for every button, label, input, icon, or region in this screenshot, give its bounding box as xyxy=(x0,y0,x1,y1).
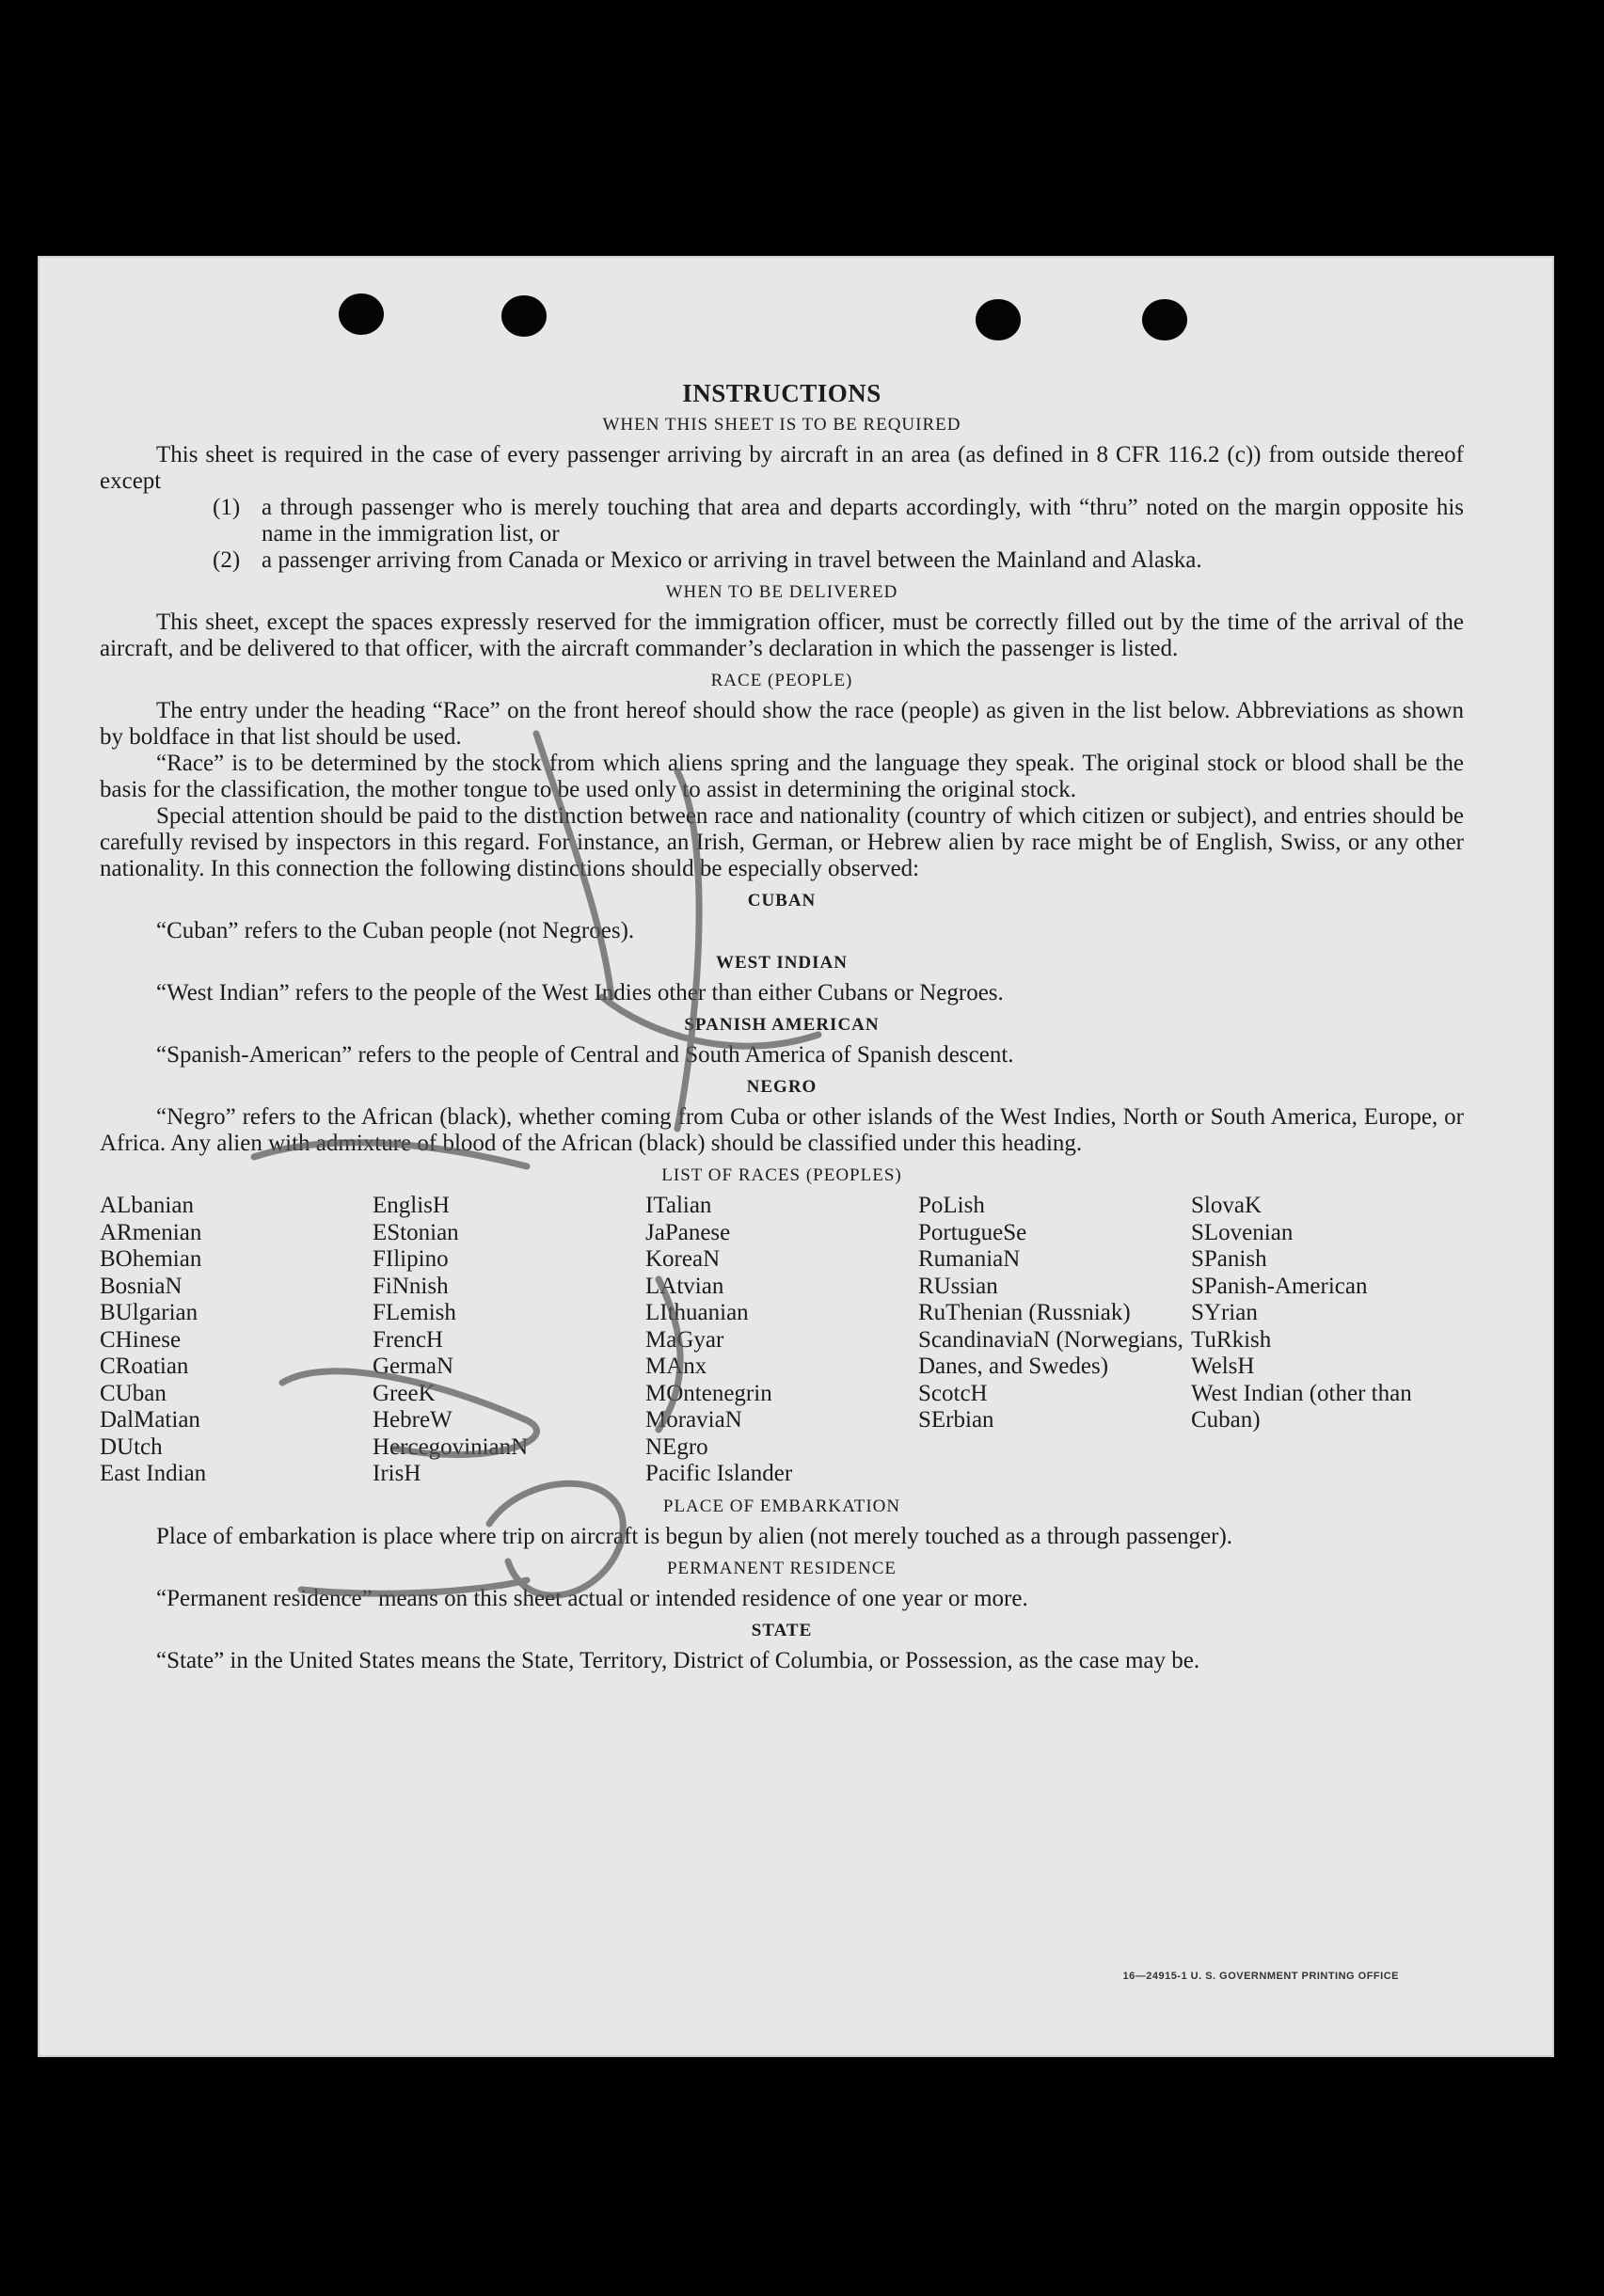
race-entry: ITalian xyxy=(645,1193,712,1218)
delivered-text: This sheet, except the spaces expressly reserved for the immigration officer, must be correctly filled out by the time of the arrival of the aircraft, and be delivered to that officer, with the aircraft commander’s declaration in which the passenger is listed. xyxy=(100,610,1464,661)
race-entry: BosniaN xyxy=(100,1273,183,1299)
race-entry: SLovenian xyxy=(1191,1219,1294,1245)
race-entry: FrencH xyxy=(373,1326,443,1353)
section-heading-negro: NEGRO xyxy=(746,1077,818,1097)
exception-text: a through passenger who is merely touching that area and departs accordingly, with “thru” noted on the margin opposite his name in the immigration list, or xyxy=(262,495,1464,546)
section-heading-west-indian: WEST INDIAN xyxy=(716,953,848,973)
race-entry: FLemish xyxy=(373,1300,456,1325)
residence-text: “Permanent residence” means on this sheet actual or intended residence of one year or more. xyxy=(156,1585,1028,1611)
race-entry: SPanish-American xyxy=(1191,1273,1368,1299)
race-entry: ARmenian xyxy=(100,1219,202,1245)
cuban-text: “Cuban” refers to the Cuban people (not Negroes). xyxy=(156,918,635,943)
race-entry: DalMatian xyxy=(100,1407,200,1433)
section-heading-embarkation: PLACE OF EMBARKATION xyxy=(662,1496,901,1516)
instructions-body xyxy=(100,380,1464,1674)
race-entry: FiNnish xyxy=(373,1273,449,1299)
page-title: INSTRUCTIONS xyxy=(682,379,881,407)
punch-hole xyxy=(339,293,384,335)
race-paragraph-2: “Race” is to be determined by the stock from which aliens spring and the language they speak. The original stock or blood shall be the basis for the classification, the mother tongue to be used only to assist in determining the original stock. xyxy=(100,751,1464,802)
race-entry: ALbanian xyxy=(100,1193,194,1218)
race-entry: SYrian xyxy=(1191,1300,1258,1325)
race-entry: PoLish xyxy=(918,1193,985,1218)
race-entry: IrisH xyxy=(373,1461,421,1486)
race-entry: SlovaK xyxy=(1191,1193,1262,1218)
race-entry: MAnx xyxy=(645,1354,707,1379)
race-paragraph-1: The entry under the heading “Race” on the front hereof should show the race (people) as given in the list below. Abbreviations as shown by boldface in that list should be used. xyxy=(100,698,1464,750)
section-heading-race: RACE (PEOPLE) xyxy=(710,671,853,690)
embarkation-text: Place of embarkation is place where trip on aircraft is begun by alien (not merely touched as a through passenger). xyxy=(156,1523,1233,1549)
race-entry: LAtvian xyxy=(645,1273,724,1299)
race-entry: JaPanese xyxy=(645,1219,731,1245)
section-heading-delivered: WHEN TO BE DELIVERED xyxy=(665,582,898,602)
race-entry: EnglisH xyxy=(373,1193,450,1218)
race-column xyxy=(918,1193,1191,1488)
race-entry: GermaN xyxy=(373,1354,454,1379)
section-heading-residence: PERMANENT RESIDENCE xyxy=(666,1558,897,1578)
race-entry: LIthuanian xyxy=(645,1300,749,1325)
race-entry: CRoatian xyxy=(100,1354,189,1379)
negro-text: “Negro” refers to the African (black), whether coming from Cuba or other islands of the West Indies, North or South America, Europe, or Africa. Any alien with admixture of blood of the African (black) should be classified under this heading. xyxy=(100,1104,1464,1156)
race-entry: RumaniaN xyxy=(918,1246,1021,1272)
race-entry: GreeK xyxy=(373,1380,436,1406)
race-entry: Pacific Islander xyxy=(645,1461,793,1486)
race-list xyxy=(100,1193,1464,1488)
race-entry: East Indian xyxy=(100,1461,207,1486)
race-entry: DUtch xyxy=(100,1433,163,1460)
spanish-american-text: “Spanish-American” refers to the people of Central and South America of Spanish descent. xyxy=(156,1042,1014,1068)
required-intro: This sheet is required in the case of every passenger arriving by aircraft in an area (as defined in 8 CFR 116.2 (c)) from outside thereof except xyxy=(100,442,1464,494)
race-entry: CHinese xyxy=(100,1326,182,1353)
race-entry: KoreaN xyxy=(645,1246,721,1272)
race-entry: NEgro xyxy=(645,1433,708,1460)
race-entry: ScandinaviaN (Norwegians, Danes, and Swedes) xyxy=(918,1326,1183,1379)
race-entry: EStonian xyxy=(373,1219,459,1245)
section-heading-state: STATE xyxy=(751,1620,813,1640)
race-entry: RUssian xyxy=(918,1273,998,1299)
race-entry: HercegovinianN xyxy=(373,1433,529,1460)
punch-hole xyxy=(976,299,1021,340)
race-column xyxy=(373,1193,645,1488)
race-entry: SErbian xyxy=(918,1407,994,1433)
section-heading-race-list: LIST OF RACES (PEOPLES) xyxy=(661,1165,902,1185)
document-sheet xyxy=(38,256,1554,2057)
race-entry: FIlipino xyxy=(373,1246,449,1272)
race-entry: BUlgarian xyxy=(100,1300,199,1325)
state-text: “State” in the United States means the State, Territory, District of Columbia, or Possession, as the case may be. xyxy=(156,1647,1200,1673)
race-entry: TuRkish xyxy=(1191,1326,1272,1353)
punch-hole xyxy=(501,295,547,337)
punch-hole xyxy=(1142,299,1187,340)
race-entry: ScotcH xyxy=(918,1380,988,1406)
exception-item xyxy=(213,547,1464,574)
race-entry: RuThenian (Russniak) xyxy=(918,1300,1131,1325)
race-entry: HebreW xyxy=(373,1407,453,1433)
section-heading-cuban: CUBAN xyxy=(747,891,817,910)
race-entry: MOntenegrin xyxy=(645,1380,772,1406)
race-entry: PortugueSe xyxy=(918,1219,1027,1245)
section-heading-required: WHEN THIS SHEET IS TO BE REQUIRED xyxy=(602,415,961,435)
exception-item xyxy=(213,495,1464,547)
section-heading-spanish-american: SPANISH AMERICAN xyxy=(684,1015,880,1035)
exception-text: a passenger arriving from Canada or Mexico or arriving in travel between the Mainland and Alaska. xyxy=(262,547,1202,573)
race-entry: MoraviaN xyxy=(645,1407,742,1433)
race-column xyxy=(100,1193,373,1488)
race-entry: West Indian (other than Cuban) xyxy=(1191,1380,1412,1433)
exception-number: (1) xyxy=(213,495,241,520)
race-paragraph-3: Special attention should be paid to the distinction between race and nationality (country of which citizen or subject), and entries should be carefully revised by inspectors in this regard. For instance, an Irish, German, or Hebrew alien by race might be of English, Swiss, or any other nationality. In this connection the following distinctions should be especially observed: xyxy=(100,803,1464,881)
west-indian-text: “West Indian” refers to the people of the West Indies other than either Cubans or Negroes. xyxy=(156,980,1004,1005)
printing-office-code: 16—24915-1 U. S. GOVERNMENT PRINTING OFFICE xyxy=(1122,1971,1399,1982)
race-entry: MaGyar xyxy=(645,1326,724,1353)
exception-number: (2) xyxy=(213,547,241,573)
race-entry: CUban xyxy=(100,1380,167,1406)
race-column xyxy=(1191,1193,1464,1488)
race-column xyxy=(645,1193,918,1488)
race-entry: SPanish xyxy=(1191,1246,1267,1272)
race-entry: WelsH xyxy=(1191,1354,1255,1379)
race-entry: BOhemian xyxy=(100,1246,202,1272)
